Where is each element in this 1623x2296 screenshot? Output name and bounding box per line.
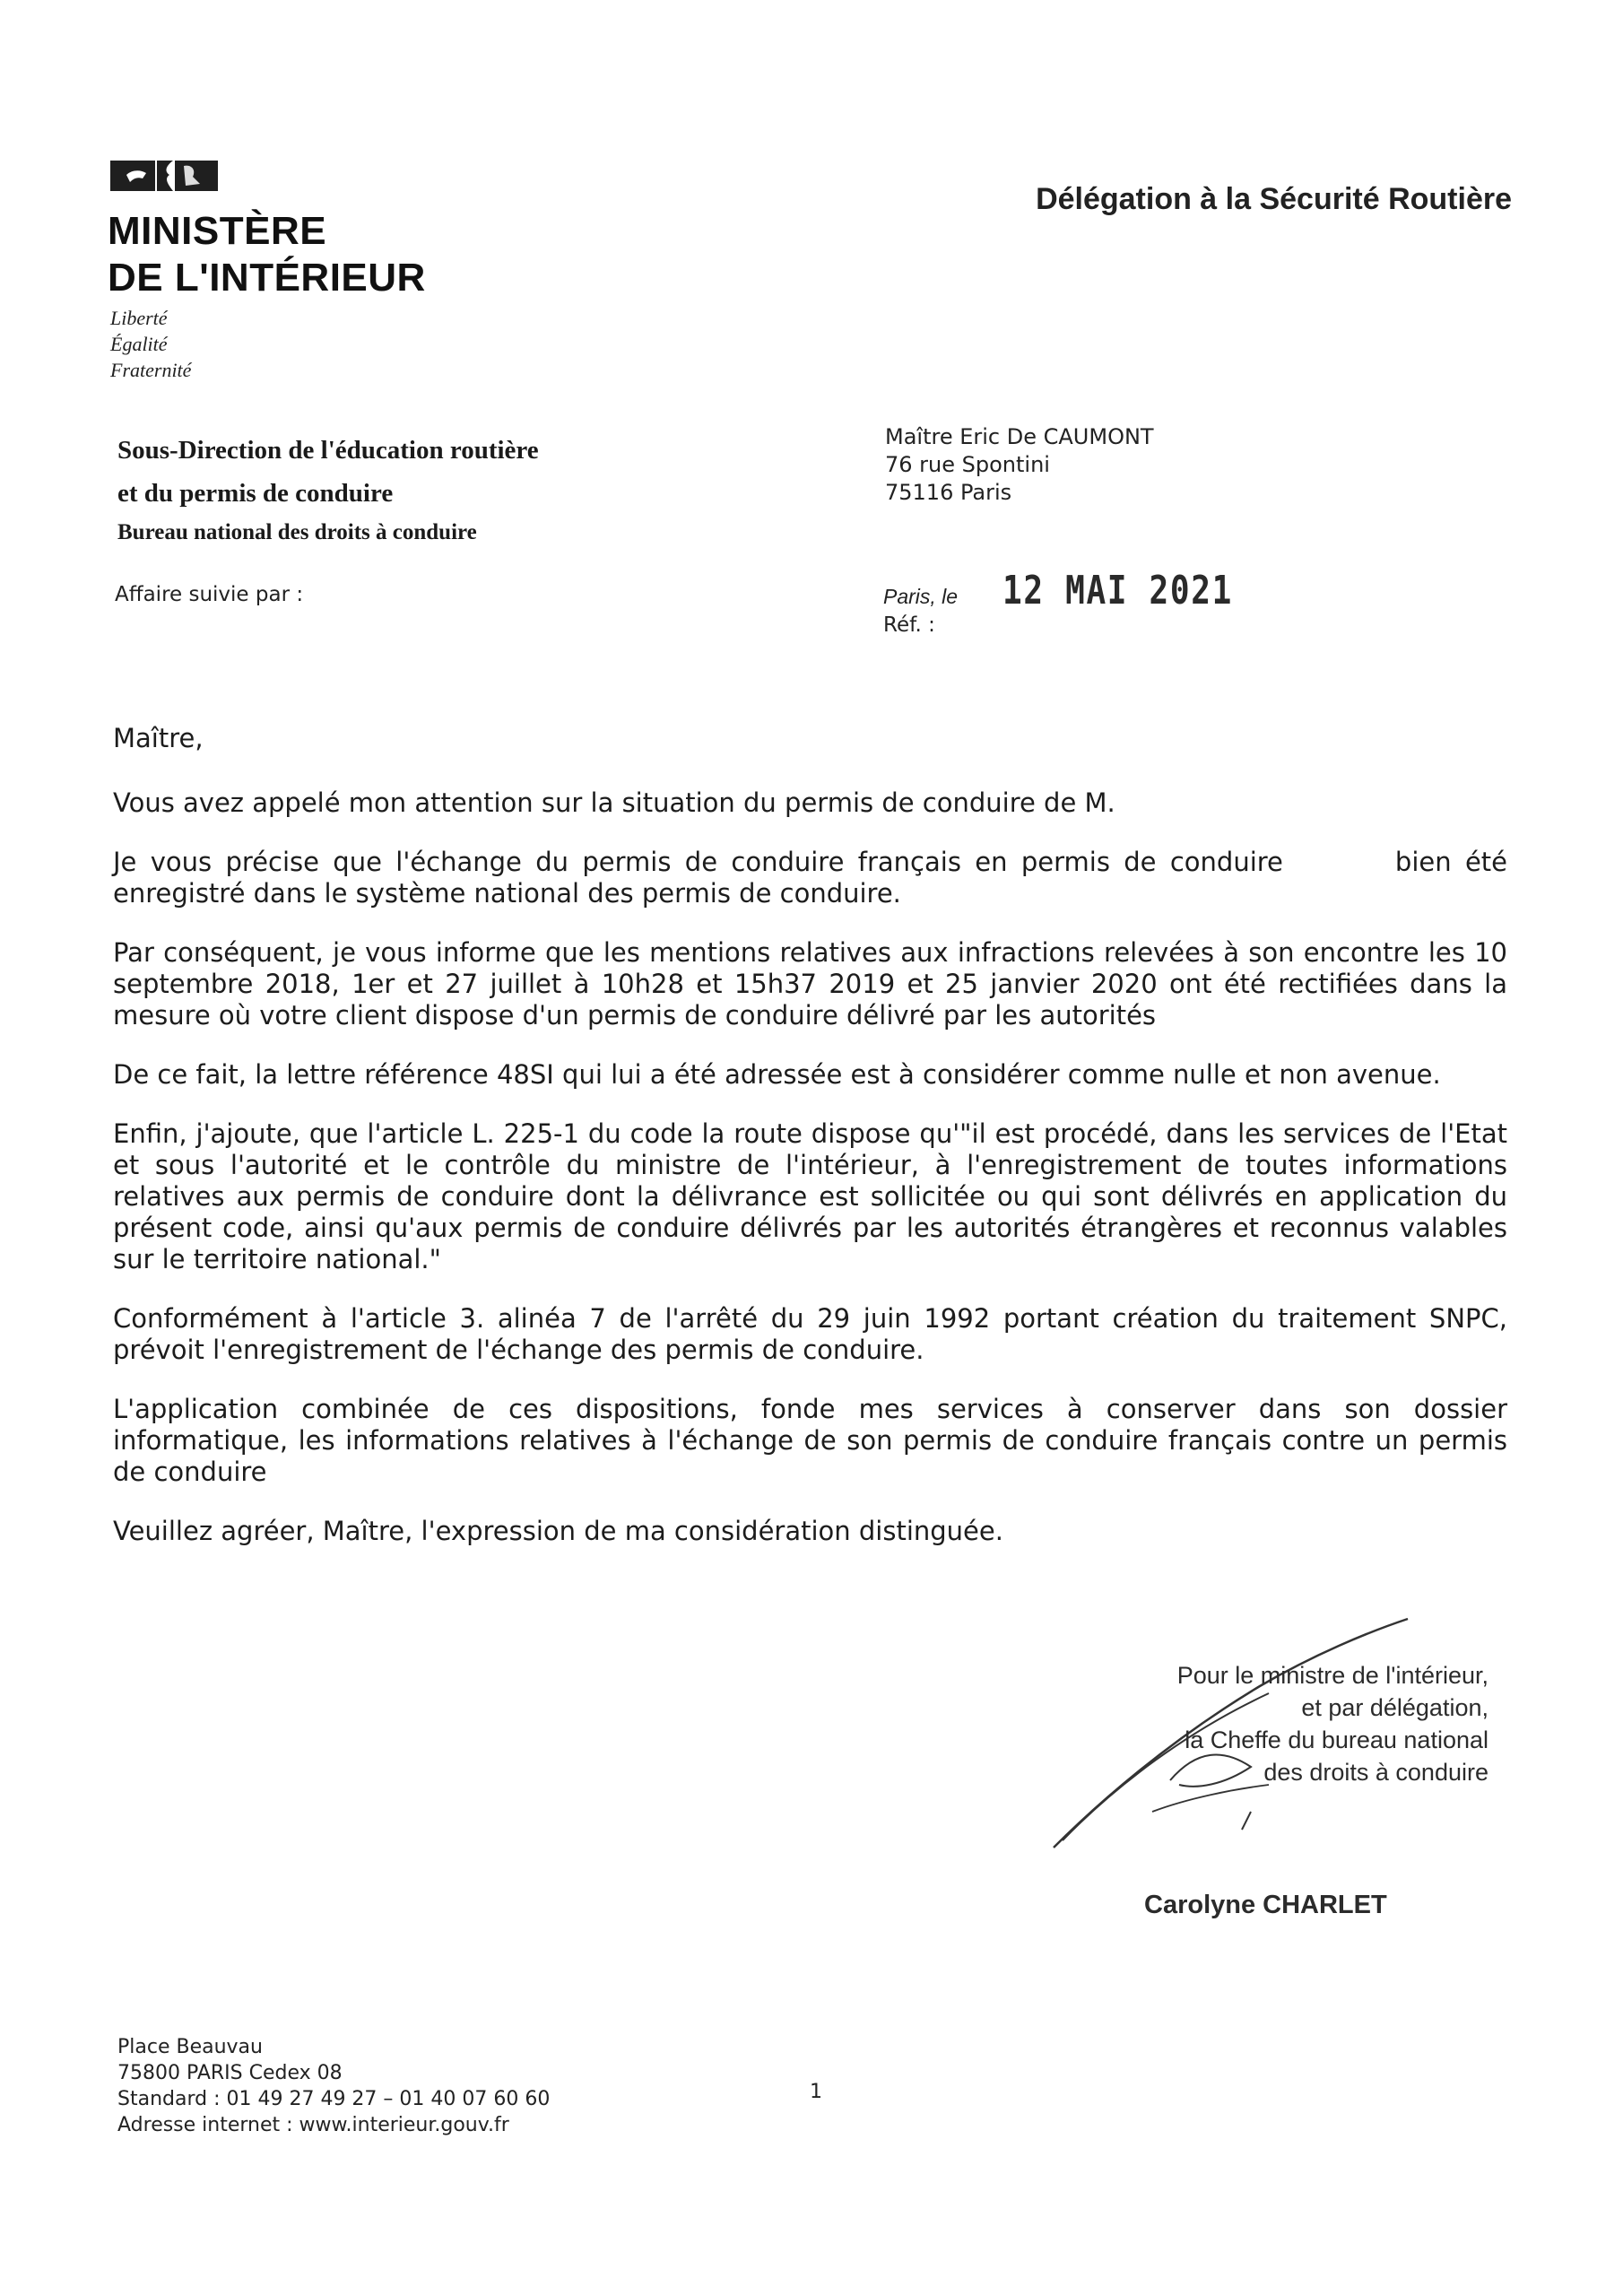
recipient-address — [885, 423, 1154, 507]
paragraph-1: Vous avez appelé mon attention sur la situation du permis de conduire de M. — [113, 787, 1115, 818]
ministry-name — [108, 208, 426, 301]
date-stamp: 12 MAI 2021 — [1002, 568, 1233, 613]
reference-label: Réf. : — [883, 613, 935, 637]
page-number: 1 — [810, 2081, 822, 2103]
salutation: Maître, — [113, 723, 204, 753]
paragraph-7: L'application combinée de ces dispositions, fonde mes services à conserver dans son dossier informatique, les informations relatives à l'échange de son permis de conduire français contre un permis de conduire — [113, 1394, 1507, 1487]
recipient-street: 76 rue Spontini — [885, 452, 1050, 477]
service-line3: Bureau national des droits à conduire — [117, 520, 477, 544]
footer-line2: 75800 PARIS Cedex 08 — [117, 2062, 343, 2084]
motto-egalite: Égalité — [110, 333, 168, 355]
signature-line3: la Cheffe du bureau national — [1185, 1726, 1488, 1753]
service-block — [117, 429, 539, 551]
ministry-name-line2: DE L'INTÉRIEUR — [108, 256, 426, 300]
service-line1: Sous-Direction de l'éducation routière — [117, 436, 539, 465]
signature-block — [1022, 1659, 1488, 1788]
signer-name: Carolyne CHARLET — [1144, 1891, 1387, 1919]
footer-line3: Standard : 01 49 27 49 27 – 01 40 07 60 60 — [117, 2088, 551, 2110]
recipient-city: 75116 Paris — [885, 480, 1012, 505]
paragraph-4: De ce fait, la lettre référence 48SI qui lui a été adressée est à considérer comme nulle et non avenue. — [113, 1059, 1441, 1090]
service-line2: et du permis de conduire — [117, 479, 394, 508]
recipient-name: Maître Eric De CAUMONT — [885, 424, 1154, 449]
motto-fraternite: Fraternité — [110, 359, 192, 381]
paragraph-2-part-a: Je vous précise que l'échange du permis de conduire français en permis de conduire — [113, 847, 1283, 877]
signature-line2: et par délégation, — [1301, 1694, 1488, 1721]
signature-line4: des droits à conduire — [1263, 1759, 1488, 1786]
republic-motto — [110, 305, 191, 383]
motto-liberte: Liberté — [110, 307, 168, 329]
footer-line4: Adresse internet : www.interieur.gouv.fr — [117, 2114, 509, 2136]
affaire-suivie: Affaire suivie par : — [115, 583, 304, 606]
paragraph-2 — [113, 847, 1507, 909]
paragraph-5: Enfin, j'ajoute, que l'article L. 225-1 du code la route dispose qu'"il est procédé, dans les services de l'Etat et sous l'autorité et le contrôle du ministre de l'intérieur, à l'enregistrement de toutes informations relatives aux permis de conduire dont la délivrance est sollicitée ou qui sont délivrés en application du présent code, ainsi qu'aux permis de conduire délivrés par les autorités étrangères et reconnus valables sur le territoire national." — [113, 1118, 1507, 1274]
footer-address — [117, 2034, 550, 2138]
paragraph-2-part-b: bien été enregistré dans le système national des permis de conduire. — [113, 847, 1507, 909]
ministry-name-line1: MINISTÈRE — [108, 209, 327, 253]
letter-body — [113, 723, 1507, 1575]
marianne-logo — [110, 157, 218, 193]
place-label: Paris, le — [883, 585, 959, 608]
paragraph-6: Conformément à l'article 3. alinéa 7 de l'arrêté du 29 juin 1992 portant création du traitement SNPC, prévoit l'enregistrement de l'échange des permis de conduire. — [113, 1303, 1507, 1365]
signature-line1: Pour le ministre de l'intérieur, — [1176, 1662, 1488, 1689]
footer-line1: Place Beauvau — [117, 2036, 263, 2058]
paragraph-3: Par conséquent, je vous informe que les mentions relatives aux infractions relevées à son encontre les 10 septembre 2018, 1er et 27 juillet à 10h28 et 15h37 2019 et 25 janvier 2020 ont été rectifiées dans la mesure où votre client dispose d'un permis de conduire délivré par les autorités — [113, 937, 1507, 1031]
paragraph-8: Veuillez agréer, Maître, l'expression de ma considération distinguée. — [113, 1516, 1003, 1546]
delegation-title: Délégation à la Sécurité Routière — [1036, 182, 1512, 216]
